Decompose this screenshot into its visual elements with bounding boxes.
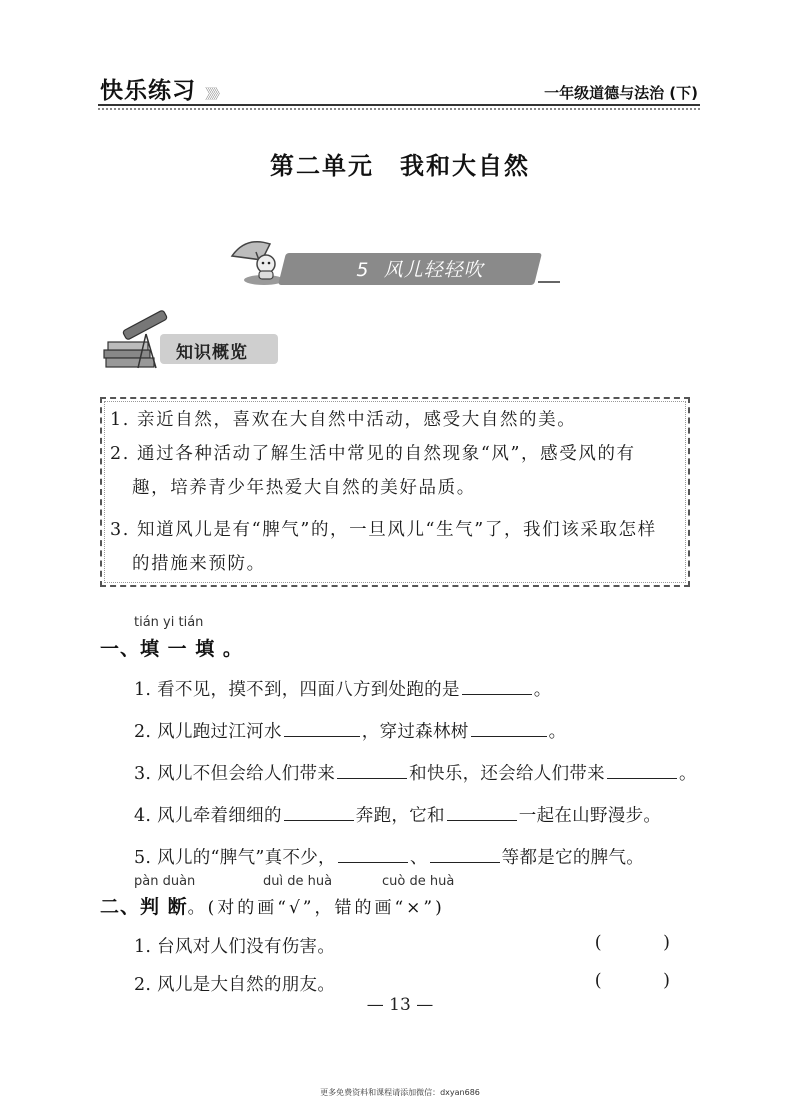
knowledge-item-1: 1. 亲近自然，喜欢在大自然中活动，感受大自然的美。 <box>110 410 577 430</box>
lesson-name: 风儿轻轻吹 <box>383 259 484 281</box>
answer-blank[interactable] <box>607 777 677 779</box>
knowledge-item-3-cont: 的措施来预防。 <box>132 554 266 574</box>
knowledge-heading: 知识概览 <box>176 343 248 363</box>
header-dotted-rule <box>98 108 700 110</box>
section2-pinyin-judge: pàn duàn <box>134 874 196 889</box>
answer-blank[interactable] <box>471 735 547 737</box>
judge-question-2: 2. 风儿是大自然的朋友。 <box>134 975 336 995</box>
answer-blank[interactable] <box>338 861 408 863</box>
knowledge-item-2: 2. 通过各种活动了解生活中常见的自然现象“风”，感受风的有 <box>110 444 636 464</box>
fill-question-3: 3. 风儿不但会给人们带来 和快乐，还会给人们带来 。 <box>134 764 697 784</box>
judge-answer-paren-2[interactable]: ( ) <box>594 971 698 991</box>
fill-question-2: 2. 风儿跑过江河水 ，穿过森林树 。 <box>134 722 567 742</box>
footer-note: 更多免费资料和课程请添加微信：dxyan686 <box>320 1088 480 1097</box>
header-left-title: 快乐练习 <box>100 78 196 104</box>
judge-answer-paren-1[interactable]: ( ) <box>594 933 698 953</box>
header-right-title: 一年级道德与法治 (下) <box>544 84 698 102</box>
knowledge-item-3: 3. 知道风儿是有“脾气”的，一旦风儿“生气”了，我们该采取怎样 <box>110 520 657 540</box>
judge-question-1: 1. 台风对人们没有伤害。 <box>134 937 336 957</box>
unit-title: 第二单元 我和大自然 <box>270 151 530 180</box>
page-number: — 13 — <box>366 995 434 1015</box>
fill-question-5: 5. 风儿的“脾气”真不少， 、 等都是它的脾气。 <box>134 848 645 868</box>
banner-tail-line <box>538 281 560 283</box>
answer-blank[interactable] <box>284 735 360 737</box>
chevron-icon: 》》》 <box>205 87 224 103</box>
section1-pinyin: tián yi tián <box>134 615 204 630</box>
answer-blank[interactable] <box>447 819 517 821</box>
section2-pinyin-wrong: cuò de huà <box>382 874 455 889</box>
section2-pinyin-correct: duì de huà <box>263 874 333 889</box>
section2-instruction: 。(对的画“√”，错的画“×”) <box>187 898 445 918</box>
answer-blank[interactable] <box>284 819 354 821</box>
fill-question-4: 4. 风儿牵着细细的 奔跑，它和 一起在山野漫步。 <box>134 806 662 826</box>
answer-blank[interactable] <box>337 777 407 779</box>
answer-blank[interactable] <box>430 861 500 863</box>
section1-title: 一、填 一 填 。 <box>100 638 243 660</box>
lesson-number: 5 <box>356 259 370 281</box>
answer-blank[interactable] <box>462 693 532 695</box>
fill-question-1: 1. 看不见，摸不到，四面八方到处跑的是 。 <box>134 680 552 700</box>
lesson-title <box>300 255 540 282</box>
section2-title: 二、判 断。(对的画“√”，错的画“×”) <box>100 896 445 918</box>
header-rule <box>98 104 700 106</box>
knowledge-item-2-cont: 趣，培养青少年热爱大自然的美好品质。 <box>132 478 476 498</box>
